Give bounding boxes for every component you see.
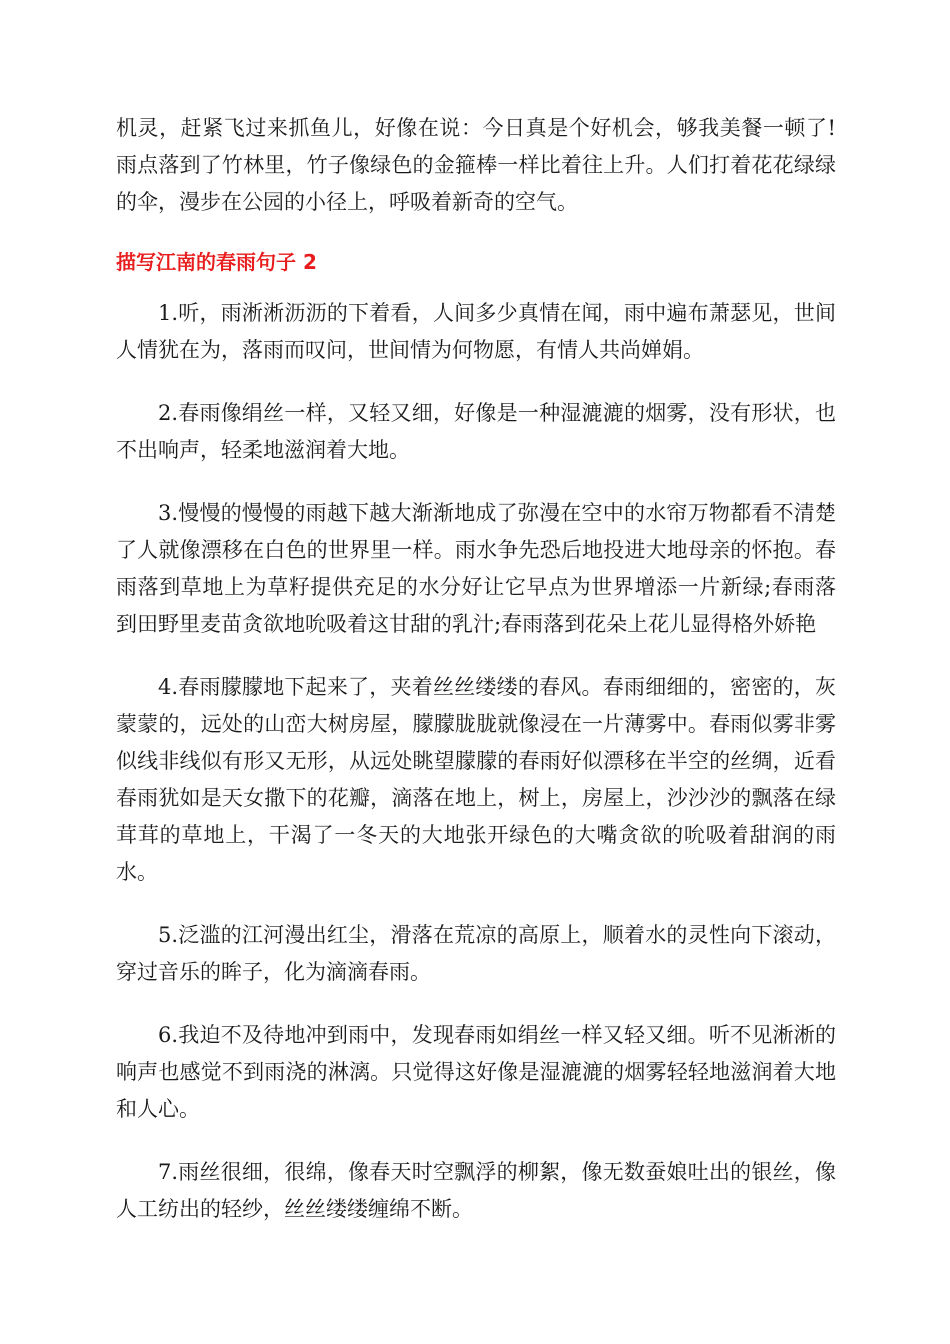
- list-item-5: 5.泛滥的江河漫出红尘，滑落在荒凉的高原上，顺着水的灵性向下滚动，穿过音乐的眸子，化为滴滴春雨。: [116, 923, 836, 984]
- list-item-2: 2.春雨像绢丝一样，又轻又细，好像是一种湿漉漉的烟雾，没有形状，也不出响声，轻柔地滋润着大地。: [116, 401, 836, 462]
- list-item-6: 6.我迫不及待地冲到雨中，发现春雨如绢丝一样又轻又细。听不见淅淅的响声也感觉不到雨浇的淋漓。只觉得这好像是湿漉漉的烟雾轻轻地滋润着大地和人心。: [116, 1023, 836, 1121]
- section-heading: 描写江南的春雨句子 2: [116, 250, 317, 274]
- list-item-1: 1.听，雨淅淅沥沥的下着看，人间多少真情在闻，雨中遍布萧瑟见，世间人情犹在为，落雨而叹问，世间情为何物愿，有情人共尚婵娟。: [116, 301, 836, 362]
- document-page: [116, 110, 836, 1254]
- list-item-4: 4.春雨朦朦地下起来了，夹着丝丝缕缕的春风。春雨细细的，密密的，灰蒙蒙的，远处的山峦大树房屋，朦朦胧胧就像浸在一片薄雾中。春雨似雾非雾似线非线似有形又无形，从远处眺望朦朦的春雨好似漂移在半空的丝绸，近看春雨犹如是天女撒下的花瓣，滴落在地上，树上，房屋上，沙沙沙的飘落在绿茸茸的草地上，干渴了一冬天的大地张开绿色的大嘴贪欲的吮吸着甜润的雨水。: [116, 675, 836, 884]
- list-item-3: 3.慢慢的慢慢的雨越下越大渐渐地成了弥漫在空中的水帘万物都看不清楚了人就像漂移在白色的世界里一样。雨水争先恐后地投进大地母亲的怀抱。春雨落到草地上为草籽提供充足的水分好让它早点为世界增添一片新绿;春雨落到田野里麦苗贪欲地吮吸着这甘甜的乳汁;春雨落到花朵上花儿显得格外娇艳: [116, 501, 836, 636]
- list-item-7: 7.雨丝很细，很绵，像春天时空飘浮的柳絮，像无数蚕娘吐出的银丝，像人工纺出的轻纱，丝丝缕缕缠绵不断。: [116, 1160, 836, 1221]
- intro-paragraph: 机灵，赶紧飞过来抓鱼儿，好像在说：今日真是个好机会，够我美餐一顿了!雨点落到了竹林里，竹子像绿色的金箍棒一样比着往上升。人们打着花花绿绿的伞，漫步在公园的小径上，呼吸着新奇的空气。: [116, 116, 836, 214]
